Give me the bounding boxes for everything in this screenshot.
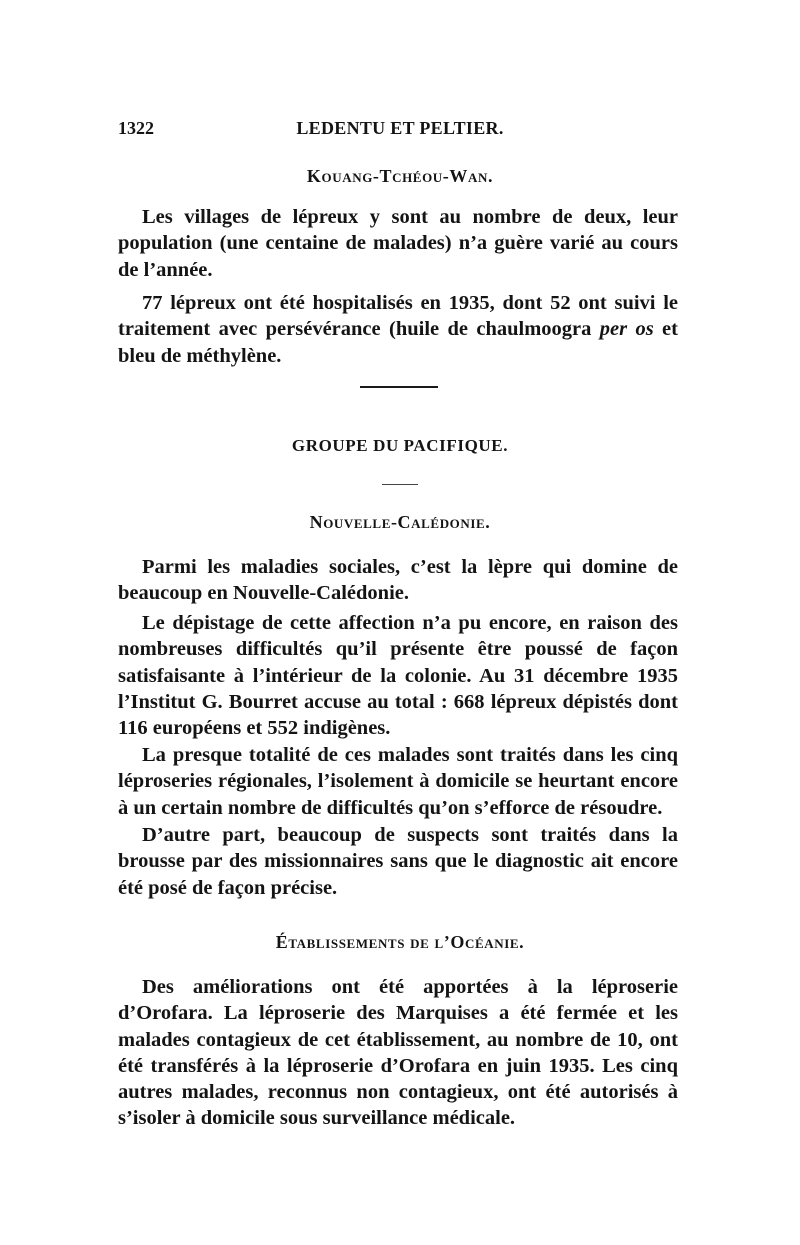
section-heading-kouang: Kouang-Tchéou-Wan. <box>306 166 494 186</box>
paragraph-kouang-2 <box>118 290 678 369</box>
section-divider <box>360 386 438 388</box>
section-heading-oceanie: Établissements de l’Océanie. <box>275 932 525 952</box>
page-number: 1322 <box>118 118 154 138</box>
paragraph-caledonie-4: D’autre part, beaucoup de suspects sont traités dans la brousse par des missionnaires sans que le diagnostic ait encore été posé de façon précise. <box>118 824 678 899</box>
running-title: LEDENTU ET PELTIER. <box>296 118 504 138</box>
running-header <box>118 118 682 144</box>
paragraph-kouang-2-tail: et bleu de méthylène. <box>118 318 678 367</box>
section-heading-caledonie: Nouvelle-Calédonie. <box>309 512 491 532</box>
paragraph-caledonie-1: Parmi les maladies sociales, c’est la lèpre qui domine de beaucoup en Nouvelle-Calédonie. <box>118 556 678 605</box>
paragraph-caledonie-2: Le dépistage de cette affection n’a pu encore, en raison des nombreuses difficultés qu’il présente être poussé de façon satisfaisante à l’intérieur de la colonie. Au 31 décembre 1935 l’Institut G. Bourret accuse au total : 668 lépreux dépistés dont 116 européens et 552 indigènes. <box>118 612 678 740</box>
group-heading-pacifique: GROUPE DU PACIFIQUE. <box>291 436 509 455</box>
paragraph-caledonie-3: La presque totalité de ces malades sont traités dans les cinq léproseries régionales, l’isolement à domicile se heurtant encore à un certain nombre de difficultés qu’on s’efforce de résoudre. <box>118 744 678 819</box>
paragraph-kouang-2-text: 77 lépreux ont été hospitalisés en 1935, dont 52 ont suivi le traitement avec persévérance (huile de chaulmoogra <box>118 292 678 341</box>
latin-phrase: per os <box>599 318 654 341</box>
group-divider <box>382 484 418 485</box>
paragraph-kouang-1: Les villages de lépreux y sont au nombre de deux, leur population (une centaine de malades) n’a guère varié au cours de l’année. <box>118 206 678 281</box>
paragraph-oceanie-1: Des améliorations ont été apportées à la léproserie d’Orofara. La léproserie des Marquises a été fermée et les malades contagieux de cet établissement, au nombre de 10, ont été transférés à la léproserie d’Orofara en juin 1935. Les cinq autres malades, reconnus non contagieux, ont été autorisés à s’isoler à domicile sous surveillance médicale. <box>118 976 678 1130</box>
